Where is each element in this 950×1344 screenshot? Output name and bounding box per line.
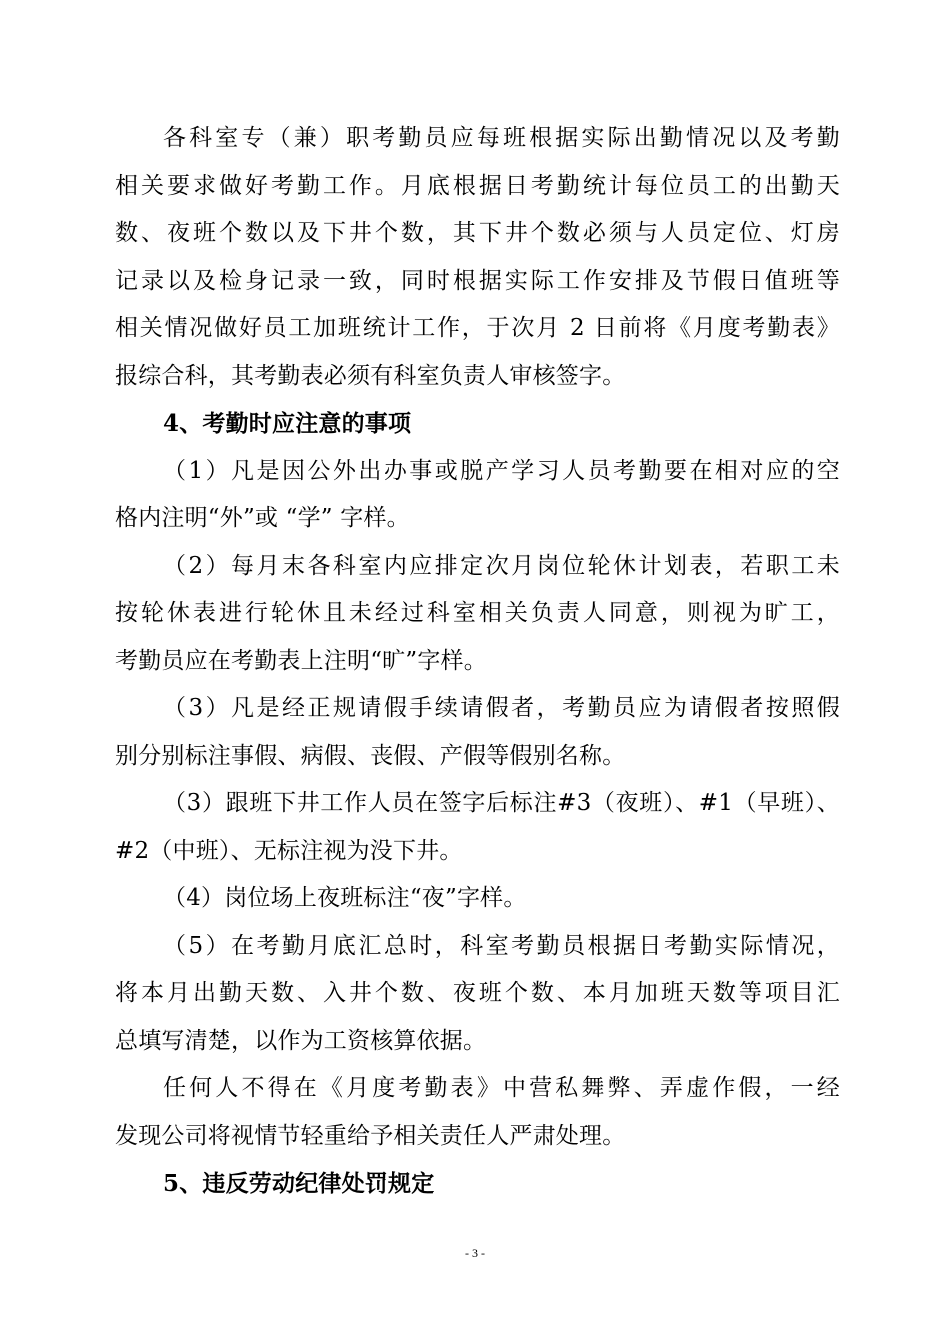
section-heading: 4、考勤时应注意的事项 [163, 410, 412, 437]
text-line: 相关要求做好考勤工作。月底根据日考勤统计每位员工的出勤天 [115, 172, 840, 199]
text-line: 发现公司将视情节轻重给予相关责任人严肃处理。 [115, 1122, 626, 1149]
text-line: #2（中班）、无标注视为没下井。 [115, 837, 463, 864]
text-line: 按轮休表进行轮休且未经过科室相关负责人同意，则视为旷工， [115, 600, 840, 626]
text-line: （3）跟班下井工作人员在签字后标注#3（夜班）、#1（早班）、 [163, 790, 840, 816]
text-line: 数、夜班个数以及下井个数，其下井个数必须与人员定位、灯房 [115, 220, 840, 246]
text-line: （2）每月末各科室内应排定次月岗位轮休计划表，若职工未 [163, 552, 840, 579]
text-line: （3）凡是经正规请假手续请假者，考勤员应为请假者按照假 [163, 695, 840, 721]
text-line: 各科室专（兼）职考勤员应每班根据实际出勤情况以及考勤 [163, 125, 840, 151]
text-line: 相关情况做好员工加班统计工作，于次月 2 日前将《月度考勤表》 [115, 315, 840, 341]
text-line: 别分别标注事假、病假、丧假、产假等假别名称。 [115, 742, 626, 769]
page-number: - 3 - [465, 1246, 485, 1260]
text-line: 格内注明“外”或 “学” 字样。 [115, 505, 410, 531]
text-line: 考勤员应在考勤表上注明“旷”字样。 [115, 647, 487, 674]
text-line: （1）凡是因公外出办事或脱产学习人员考勤要在相对应的空 [163, 457, 840, 484]
text-line: 将本月出勤天数、入井个数、夜班个数、本月加班天数等项目汇 [115, 980, 840, 1006]
text-line: （5）在考勤月底汇总时，科室考勤员根据日考勤实际情况， [163, 932, 840, 959]
text-line: （4）岗位场上夜班标注“夜”字样。 [163, 885, 527, 911]
text-line: 总填写清楚，以作为工资核算依据。 [115, 1027, 487, 1054]
text-line: 报综合科，其考勤表必须有科室负责人审核签字。 [115, 362, 626, 389]
document-body [115, 115, 840, 1208]
text-line: 任何人不得在《月度考勤表》中营私舞弊、弄虚作假，一经 [163, 1075, 840, 1101]
text-line: 记录以及检身记录一致，同时根据实际工作安排及节假日值班等 [115, 267, 840, 294]
section-heading: 5、违反劳动纪律处罚规定 [163, 1170, 435, 1197]
